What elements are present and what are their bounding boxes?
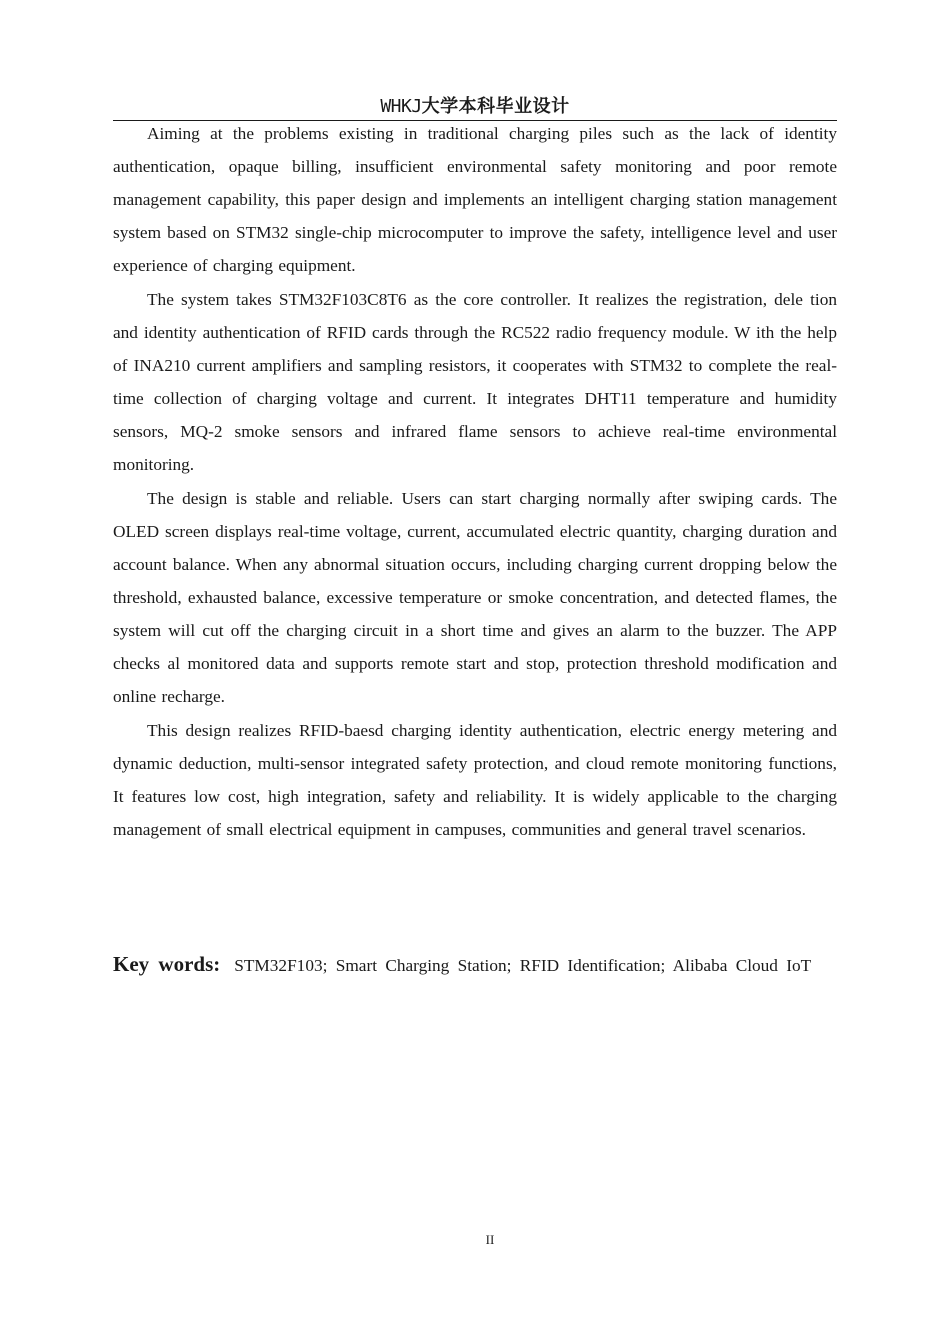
header-school-code: WHKJ — [380, 96, 422, 117]
abstract-paragraph-2: The system takes STM32F103C8T6 as the core controller. It realizes the registration, dele tion and identity authentication of RFID cards through the RC522 radio frequency module. W ith the help of INA210 current amplifiers and sampling resistors, it cooperates with STM32 to complete the real-time collection of charging voltage and current. It integrates DHT11 temperature and humidity sensors, MQ-2 smoke sensors and infrared flame sensors to achieve real-time environmental monitoring. — [113, 290, 837, 474]
running-header — [113, 95, 837, 119]
header-document-type: 大学本科毕业设计 — [421, 96, 570, 117]
keywords-list: STM32F103; Smart Charging Station; RFID Identification; Alibaba Cloud IoT — [234, 956, 812, 975]
abstract-paragraph-4: This design realizes RFID-baesd charging identity authentication, electric energy metering and dynamic deduction, multi-sensor integrated safety protection, and cloud remote monitoring functions, It features low cost, high integration, safety and reliability. It is widely applicable to the charging management of small electrical equipment in campuses, communities and general travel scenarios. — [113, 721, 837, 839]
keywords-label: Key words: — [113, 952, 221, 976]
page-number: II — [485, 1232, 495, 1247]
abstract-paragraph-1: Aiming at the problems existing in traditional charging piles such as the lack of identity authentication, opaque billing, insufficient environmental safety monitoring and poor remote management capability, this paper design and implements an intelligent charging station management system based on STM32 single-chip microcomputer to improve the safety, intelligence level and user experience of charging equipment. — [113, 124, 837, 275]
abstract-body — [113, 117, 837, 847]
abstract-paragraph-3: The design is stable and reliable. Users can start charging normally after swiping cards. The OLED screen displays real-time voltage, current, accumulated electric quantity, charging duration and account balance. When any abnormal situation occurs, including charging current dropping below the threshold, exhausted balance, excessive temperature or smoke concentration, and detected flames, the system will cut off the charging circuit in a short time and gives an alarm to the buzzer. The APP checks al monitored data and supports remote start and stop, protection threshold modification and online recharge. — [113, 489, 837, 706]
keywords-line — [113, 948, 837, 982]
